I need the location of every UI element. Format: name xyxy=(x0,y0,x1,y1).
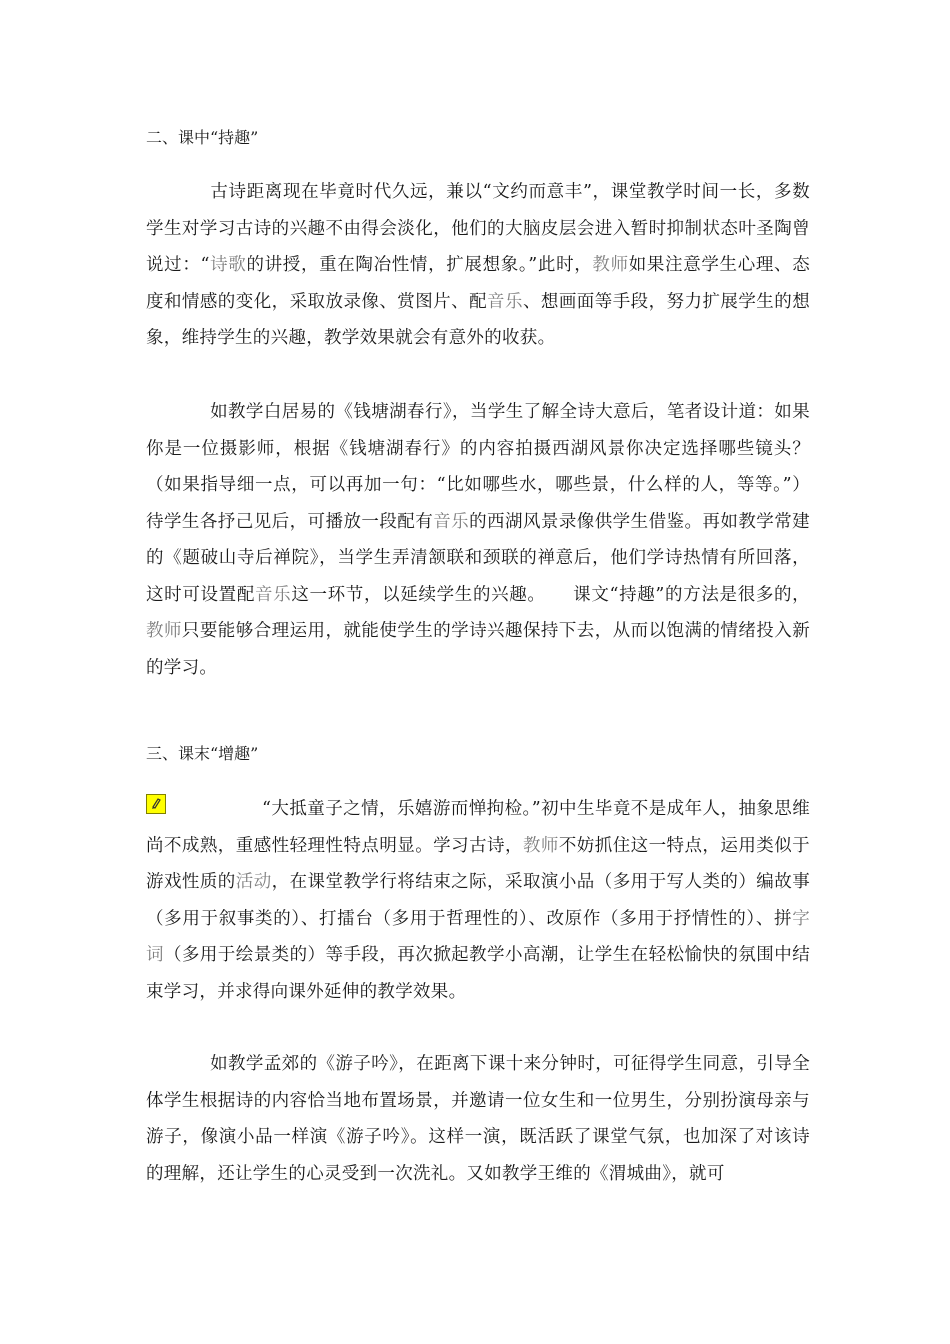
paragraph-1 xyxy=(146,174,810,357)
keyword-link-teacher[interactable]: 教师 xyxy=(522,835,559,856)
paragraph-3-text-1: “大抵童子之情，乐嬉游而惮拘检。”初中生毕竟不是成年人，抽象思维尚不成熟，重感性轻理性特点明显。学习古诗， xyxy=(146,799,810,856)
keyword-link-music[interactable]: 音乐 xyxy=(433,511,470,532)
keyword-link-words[interactable]: 字词 xyxy=(146,908,810,965)
paragraph-2 xyxy=(146,394,810,686)
paragraph-1-text-2: 的讲授，重在陶冶性情，扩展想象。”此时， xyxy=(246,255,593,275)
keyword-link-music[interactable]: 音乐 xyxy=(254,584,292,605)
paragraph-2-text-1: 如教学白居易的《钱塘湖春行》，当学生了解全诗大意后，笔者设计道：如果你是一位摄影师，根据《钱塘湖春行》的内容拍摄西湖风景你决定选择哪些镜头？（如果指导细一点，可以再加一句：“比如哪些水，哪些景，什么样的人，等等。”）待学生各抒己见后，可播放一段配有 xyxy=(146,402,810,532)
section-heading-3: 三、课末“增趣” xyxy=(146,744,259,763)
paragraph-1-text-1: 古诗距离现在毕竟时代久远，兼以“文约而意丰”，课堂教学时间一长，多数学生对学习古诗的兴趣不由得会淡化，他们的大脑皮层会进入暂时抑制状态叶圣陶曾说过：“ xyxy=(146,182,810,275)
keyword-link-activity[interactable]: 活动 xyxy=(235,872,272,892)
paragraph-2-text-4: 只要能够合理运用，就能使学生的学诗兴趣保持下去，从而以饱满的情绪投入新的学习。 xyxy=(146,621,810,678)
paragraph-1-text-4: 、想画面等手段，努力扩展学生的想象，维持学生的兴趣，教学效果就会有意外的收获。 xyxy=(146,291,810,348)
paragraph-3-text-3: ，在课堂教学行将结束之际，采取演小品（多用于写人类的）编故事（多用于叙事类的）、打擂台（多用于哲理性的）、改原作（多用于抒情性的）、拼 xyxy=(146,872,810,929)
paragraph-2-text-2: 的西湖风景录像供学生借鉴。再如教学常建的《题破山寺后禅院》，当学生弄清颔联和颈联的禅意后，他们学诗热情有所回落，这时可设置配 xyxy=(146,511,810,605)
paragraph-2-text-3: 这一环节，以延续学生的兴趣。 课文“持趣”的方法是很多的， xyxy=(291,584,810,605)
keyword-link-poetry[interactable]: 诗歌 xyxy=(209,255,247,275)
keyword-link-teacher[interactable]: 教师 xyxy=(146,621,182,641)
paragraph-4-text-1: 如教学孟郊的《游子吟》，在距离下课十来分钟时，可征得学生同意，引导全体学生根据诗的内容恰当地布置场景，并邀请一位女生和一位男生，分别扮演母亲与游子，像演小品一样演《游子吟》。这样一演，既活跃了课堂气氛，也加深了对该诗的理解，还让学生的心灵受到一次洗礼。又如教学王维的《渭城曲》，就可 xyxy=(146,1054,810,1184)
keyword-link-music[interactable]: 音乐 xyxy=(487,291,523,312)
paragraph-3 xyxy=(146,791,810,1010)
keyword-link-teacher[interactable]: 教师 xyxy=(592,255,629,275)
section-heading-2: 二、课中“持趣” xyxy=(146,128,259,147)
paragraph-3-text-2: 不妨抓住这一特点，运用类似于游戏性质的 xyxy=(146,835,810,892)
paragraph-4 xyxy=(146,1046,810,1192)
paragraph-3-text-4: （多用于绘景类的）等手段，再次掀起教学小高潮，让学生在轻松愉快的氛围中结束学习，并求得向课外延伸的教学效果。 xyxy=(146,945,810,1002)
paragraph-1-text-3: 如果注意学生心理、态度和情感的变化，采取放录像、赏图片、配 xyxy=(146,255,810,312)
